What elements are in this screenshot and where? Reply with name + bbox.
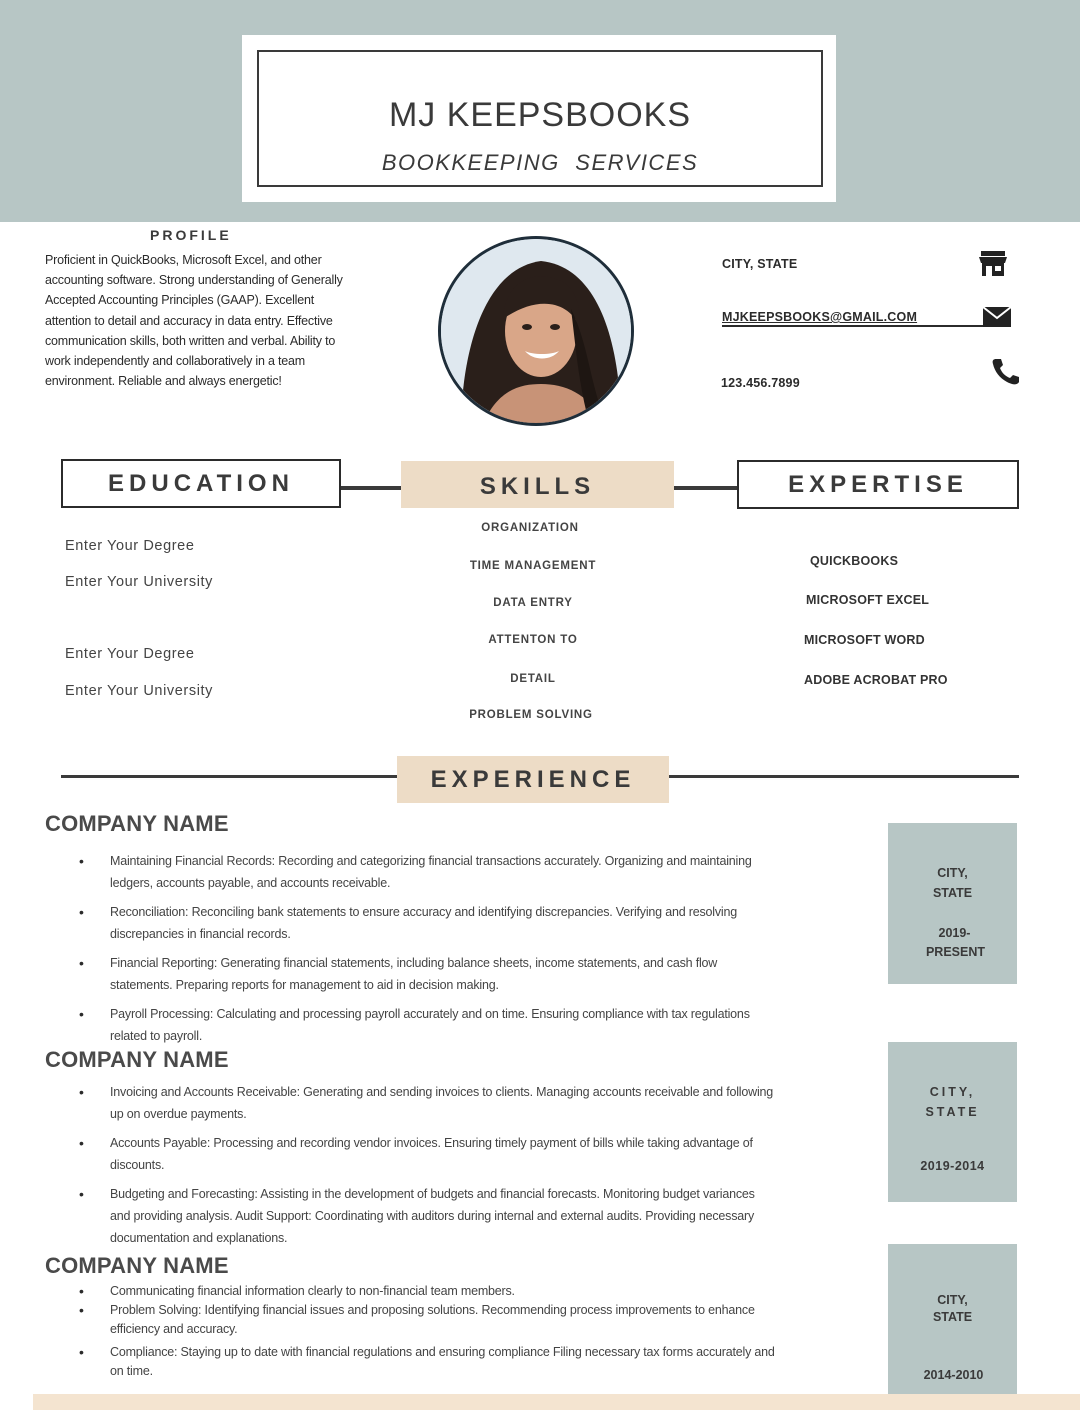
job-city: CITY, [929,1085,976,1099]
expertise-item: MICROSOFT EXCEL [806,593,930,607]
portrait-image [441,239,634,426]
education-degree: Enter Your Degree [65,646,195,662]
education-heading: EDUCATION [61,459,341,508]
header-banner [0,0,1080,222]
skill-item: PROBLEM SOLVING [469,709,593,721]
profile-heading: PROFILE [150,227,232,243]
mail-icon [982,306,1012,328]
skill-item: ATTENTON TO [488,634,578,646]
name-card [242,35,836,202]
job-bullet: • Invoicing and Accounts Receivable: Generating and sending invoices to clients. Managing accounts receivable and following up on overdue payments. [78,1081,778,1125]
job-location-box [888,1244,1017,1406]
job-state: STATE [932,1310,973,1324]
job-bullet: • Accounts Payable: Processing and recording vendor invoices. Ensuring timely payment of bills while taking advantage of discounts. [78,1132,778,1176]
experience-divider-right [669,775,1019,778]
expertise-item: ADOBE ACROBAT PRO [804,673,948,687]
store-icon [978,250,1008,278]
profile-text: Proficient in QuickBooks, Microsoft Excel, and other accounting software. Strong understanding of Generally Accepted Accounting Principles (GAAP). Excellent attention to detail and accuracy in data entry. Effective communication skills, both written and verbal. Ability to work independently and collaboratively in a team environment. Reliable and always energetic! [45,253,343,389]
job-bullet: • Payroll Processing: Calculating and processing payroll accurately and on time. Ensuring compliance with tax regulations related to payroll. [78,1003,778,1047]
job-bullet: • Compliance: Staying up to date with financial regulations and ensuring compliance Filing necessary tax forms accurately and on time. [78,1343,778,1381]
job-city: CITY, [937,1293,968,1307]
job-state: STATE [925,1105,980,1119]
education-degree: Enter Your Degree [65,538,195,554]
expertise-heading: EXPERTISE [737,460,1019,509]
contact-phone: 123.456.7899 [721,376,800,390]
experience-divider-left [61,775,397,778]
education-university: Enter Your University [65,574,213,590]
skill-item: DETAIL [510,673,556,685]
job-dates-start: 2019- [938,926,971,940]
divider-left [341,486,401,490]
job-bullet: • Problem Solving: Identifying financial issues and proposing solutions. Recommending process improvements to enhance efficiency and accuracy. [78,1301,778,1339]
job-dates: 2014-2010 [923,1368,984,1382]
job-dates: 2019-2014 [920,1159,985,1173]
business-subtitle: BOOKKEEPING SERVICES [381,150,699,175]
job-bullet: • Budgeting and Forecasting: Assisting in the development of budgets and financial forecasts. Monitoring budget variances and providing analysis. Audit Support: Coordinating with auditors during internal and external audits. Providing necessary documentation and explanations. [78,1183,778,1249]
job-bullet: • Communicating financial information clearly to non-financial team members. [78,1282,778,1301]
skills-heading: SKILLS [401,461,674,508]
company-name: COMPANY NAME [45,1253,229,1278]
business-name: MJ KEEPSBOOKS [388,96,692,134]
company-name: COMPANY NAME [45,811,229,836]
skill-item: ORGANIZATION [481,522,579,534]
phone-icon [990,357,1020,385]
job-bullets [78,850,778,1054]
profile-photo [438,236,634,426]
contact-city: CITY, STATE [722,257,798,271]
expertise-item: QUICKBOOKS [810,554,899,568]
name-frame [257,50,823,187]
education-university: Enter Your University [65,683,213,699]
experience-heading: EXPERIENCE [397,756,669,803]
job-bullet: • Financial Reporting: Generating financial statements, including balance sheets, income statements, and cash flow statements. Preparing reports for management to aid in decision making. [78,952,778,996]
footer-band [33,1394,1080,1410]
job-bullets [78,1081,778,1256]
job-location-box [888,1042,1017,1202]
job-location-box [888,823,1017,984]
expertise-item: MICROSOFT WORD [804,633,925,647]
job-city: CITY, [937,866,968,880]
job-dates-end: PRESENT [925,945,986,959]
job-bullet: • Reconciliation: Reconciling bank statements to ensure accuracy and identifying discrepancies. Verifying and resolving discrepancies in financial records. [78,901,778,945]
job-bullet: • Maintaining Financial Records: Recording and categorizing financial transactions accurately. Organizing and maintaining ledgers, accounts payable, and accounts receivable. [78,850,778,894]
email-underline [722,325,984,327]
divider-right [674,486,737,490]
company-name: COMPANY NAME [45,1047,229,1072]
contact-email[interactable]: MJKEEPSBOOKS@GMAIL.COM [722,310,918,324]
job-state: STATE [932,886,973,900]
job-bullets [78,1282,778,1381]
skill-item: DATA ENTRY [493,597,573,609]
skill-item: TIME MANAGEMENT [469,560,597,572]
